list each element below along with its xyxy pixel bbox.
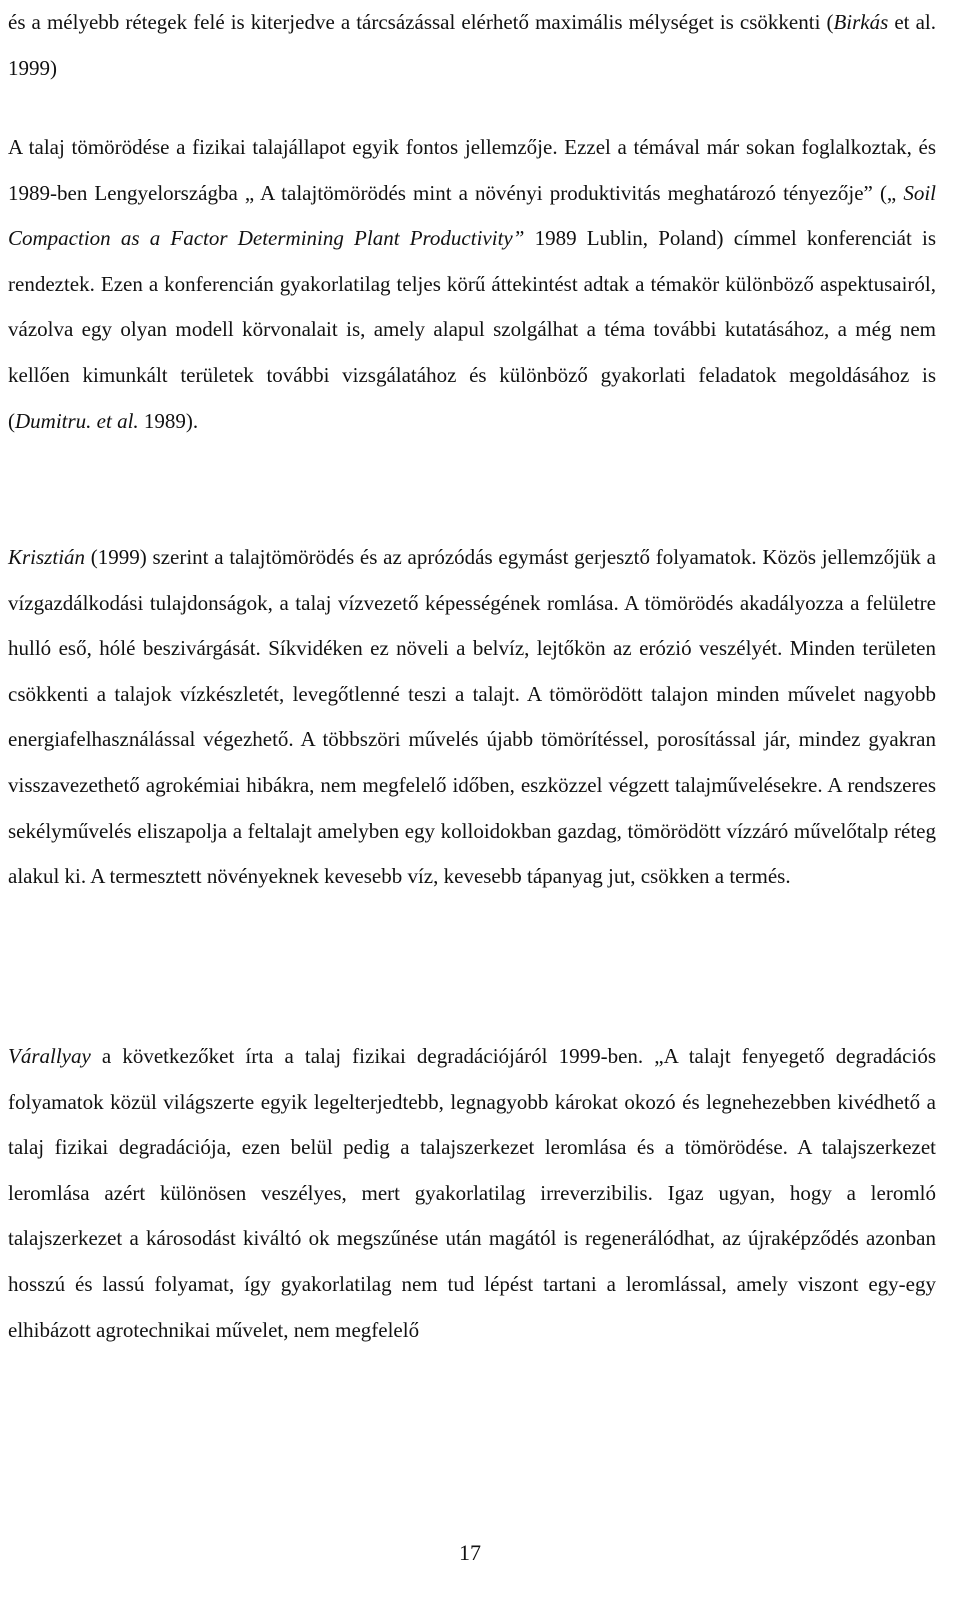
paragraph-2-text-a: A talaj tömörödése a fizikai talajállapot egyik fontos jellemzője. Ezzel a témával már sokan foglalkoztak, és 1989-ben Lengyelországba „ A talajtömörödés mint a növényi produktivitás meghatározó tényezője” („ (8, 135, 936, 205)
author-krisztian: Krisztián (8, 545, 86, 569)
paragraph-1-text: és a mélyebb rétegek felé is kiterjedve a tárcsázással elérhető maximális mélységet is csökkenti ( (8, 10, 834, 34)
paragraph-2-text-b: 1989 Lublin, Poland) címmel konferenciát is rendeztek. Ezen a konferencián gyakorlatilag teljes körű áttekintést adtak a témakör különböző aspektusairól, vázolva egy olyan modell körvonalait is, amely alapul szolgálhat a téma további kutatásához, a még nem kellően kimunkált területek további vizsgálatához és különböző gyakorlati feladatok megoldásához is ( (8, 226, 936, 433)
paragraph-4 (8, 1034, 936, 1353)
author-varallyay: Várallyay (8, 1044, 91, 1068)
paragraph-4-text: a következőket írta a talaj fizikai degradációjáról 1999-ben. „A talajt fenyegető degradációs folyamatok közül világszerte egyik legelterjedtebb, legnagyobb károkat okozó és legnehezebben kivédhető a talaj fizikai degradációja, ezen belül pedig a talajszerkezet leromlása és a tömörödése. A talajszerkezet leromlása azért különösen veszélyes, mert gyakorlatilag irreverzibilis. Igaz ugyan, hogy a leromló talajszerkezet a károsodást kiváltó ok megszűnése után magától is regenerálódhat, az újraképződés azonban hosszú és lassú folyamat, így gyakorlatilag nem tud lépést tartani a leromlással, amely viszont egy-egy elhibázott agrotechnikai művelet, nem megfelelő (8, 1044, 936, 1342)
paragraph-3-text: (1999) szerint a talajtömörödés és az aprózódás egymást gerjesztő folyamatok. Közös jellemzőjük a vízgazdálkodási tulajdonságok, a talaj vízvezető képességének romlása. A tömörödés akadályozza a felületre hulló eső, hólé beszivárgását. Síkvidéken ez növeli a belvíz, lejtőkön az erózió veszélyét. Minden területen csökkenti a talajok vízkészletét, levegőtlenné teszi a talajt. A tömörödött talajon minden művelet nagyobb energiafelhasználással végezhető. A többszöri művelés újabb tömörítéssel, porosítással jár, mindez gyakran visszavezethető agrokémiai hibákra, nem megfelelő időben, eszközzel végzett talajművelésekre. A rendszeres sekélyművelés eliszapolja a feltalajt amelyben egy kolloidokban gazdag, tömörödött vízzáró művelőtalp réteg alakul ki. A termesztett növényeknek kevesebb víz, kevesebb tápanyag jut, csökken a termés. (8, 545, 936, 889)
paragraph-2-citation-tail: 1989). (138, 408, 199, 433)
author-dumitru: Dumitru. et al. (15, 408, 139, 433)
conference-title-english: Soil Compaction as a Factor Determining Plant Productivity” (8, 180, 936, 251)
paragraph-1-citation-tail: et al. 1999) (8, 10, 936, 80)
paragraph-1 (8, 0, 936, 91)
paragraph-2 (8, 125, 936, 444)
paragraph-3 (8, 535, 936, 900)
page-number: 17 (459, 1540, 481, 1565)
author-birkas: Birkás (833, 10, 889, 34)
